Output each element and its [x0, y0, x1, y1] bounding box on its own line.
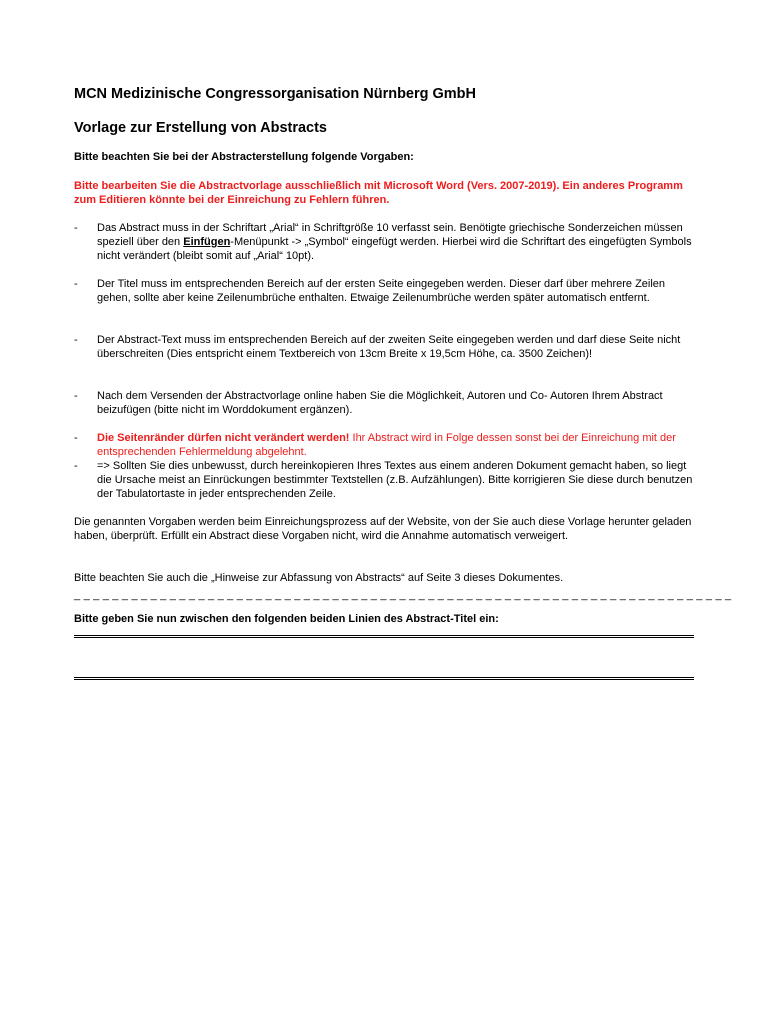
title-entry-prompt: Bitte geben Sie nun zwischen den folgenden beiden Linien des Abstract-Titel ein:	[74, 613, 499, 625]
bullet-dash: -	[74, 460, 78, 472]
bullet-text: Nach dem Versenden der Abstractvorlage online haben Sie die Möglichkeit, Autoren und Co- Autoren Ihrem Abstract beizufügen (bitte nicht im Worddokument ergänzen).	[97, 390, 663, 416]
intro-text: Bitte beachten Sie bei der Abstracterstellung folgende Vorgaben:	[74, 151, 414, 163]
bullet-authors-info	[74, 389, 696, 417]
dashed-separator: _ _ _ _ _ _ _ _ _ _ _ _ _ _ _ _ _ _ _ _ _ _ _ _ _ _ _ _ _ _ _ _ _ _ _ _ _ _ _ _ _ _ _ _ _ _ _ _ _ _ _ _ _ _ _ _ _ _ _ _ _ _ _ _ _ _ _ _ _	[74, 589, 732, 601]
bullet-text: Der Abstract-Text muss im entsprechenden Bereich auf der zweiten Seite eingegeben werden und darf diese Seite nicht überschreiten (Dies entspricht einem Textbereich von 13cm Breite x 19,5cm Höhe, ca. 3500 Zeichen)!	[97, 334, 681, 360]
bullet-title-requirement	[74, 277, 696, 305]
validation-paragraph: Die genannten Vorgaben werden beim Einreichungsprozess auf der Website, von der Sie auch diese Vorlage herunter geladen haben, überprüft. Erfüllt ein Abstract diese Vorgaben nicht, wird die Annahme automatisch verweigert.	[74, 516, 692, 542]
margins-warning-bold: Die Seitenränder dürfen nicht verändert werden!	[97, 432, 350, 444]
bullet-text-requirement	[74, 333, 696, 361]
document-title: Vorlage zur Erstellung von Abstracts	[74, 120, 327, 136]
bullet-text	[97, 221, 696, 263]
bullet-text: => Sollten Sie dies unbewusst, durch hereinkopieren Ihres Textes aus einem anderen Dokument gemacht haben, so liegt die Ursache meist an Einrückungen bestimmter Textstellen (z.B. Aufzählungen). Bitte korrigieren Sie diese durch benutzen der Tabulatortaste in jeder entsprechenden Zeile.	[97, 460, 693, 500]
bullet-margins-warning	[74, 431, 696, 459]
title-bottom-line	[74, 677, 694, 680]
bullet-dash: -	[74, 278, 78, 290]
bullet-dash: -	[74, 432, 78, 444]
software-warning: Bitte bearbeiten Sie die Abstractvorlage ausschließlich mit Microsoft Word (Vers. 2007-2019). Ein anderes Programm zum Editieren könnte bei der Einreichung zu Fehlern führen.	[74, 180, 683, 206]
bullet-dash: -	[74, 222, 78, 234]
einfuegen-menu-reference: Einfügen	[183, 236, 231, 248]
margins-warning-rest: Ihr Abstract wird in Folge dessen sonst bei der Einreichung mit der entsprechenden Fehlermeldung abgelehnt.	[97, 432, 676, 458]
bullet-text-part: -Menüpunkt -> „Symbol“ eingefügt werden. Hierbei wird die Schriftart des eingefügten Symbols nicht verändert (bleibt somit auf „Arial“ 10pt).	[97, 236, 692, 262]
bullet-dash: -	[74, 334, 78, 346]
bullet-font-requirement	[74, 221, 696, 263]
hints-reference-paragraph: Bitte beachten Sie auch die „Hinweise zur Abfassung von Abstracts“ auf Seite 3 dieses Dokumentes.	[74, 572, 564, 584]
bullet-text-part: Das Abstract muss in der Schriftart „Arial“ in Schriftgröße 10 verfasst sein. Benötigte griechische Sonderzeichen müssen speziell über den	[97, 222, 683, 248]
title-top-line	[74, 635, 694, 638]
bullet-dash: -	[74, 390, 78, 402]
bullet-indentation-hint	[74, 459, 696, 501]
bullet-text	[97, 431, 696, 459]
organization-title: MCN Medizinische Congressorganisation Nürnberg GmbH	[74, 86, 477, 102]
bullet-text: Der Titel muss im entsprechenden Bereich auf der ersten Seite eingegeben werden. Dieser darf über mehrere Zeilen gehen, sollte aber keine Zeilenumbrüche enthalten. Etwaige Zeilenumbrüche werden später automatisch entfernt.	[97, 278, 666, 304]
